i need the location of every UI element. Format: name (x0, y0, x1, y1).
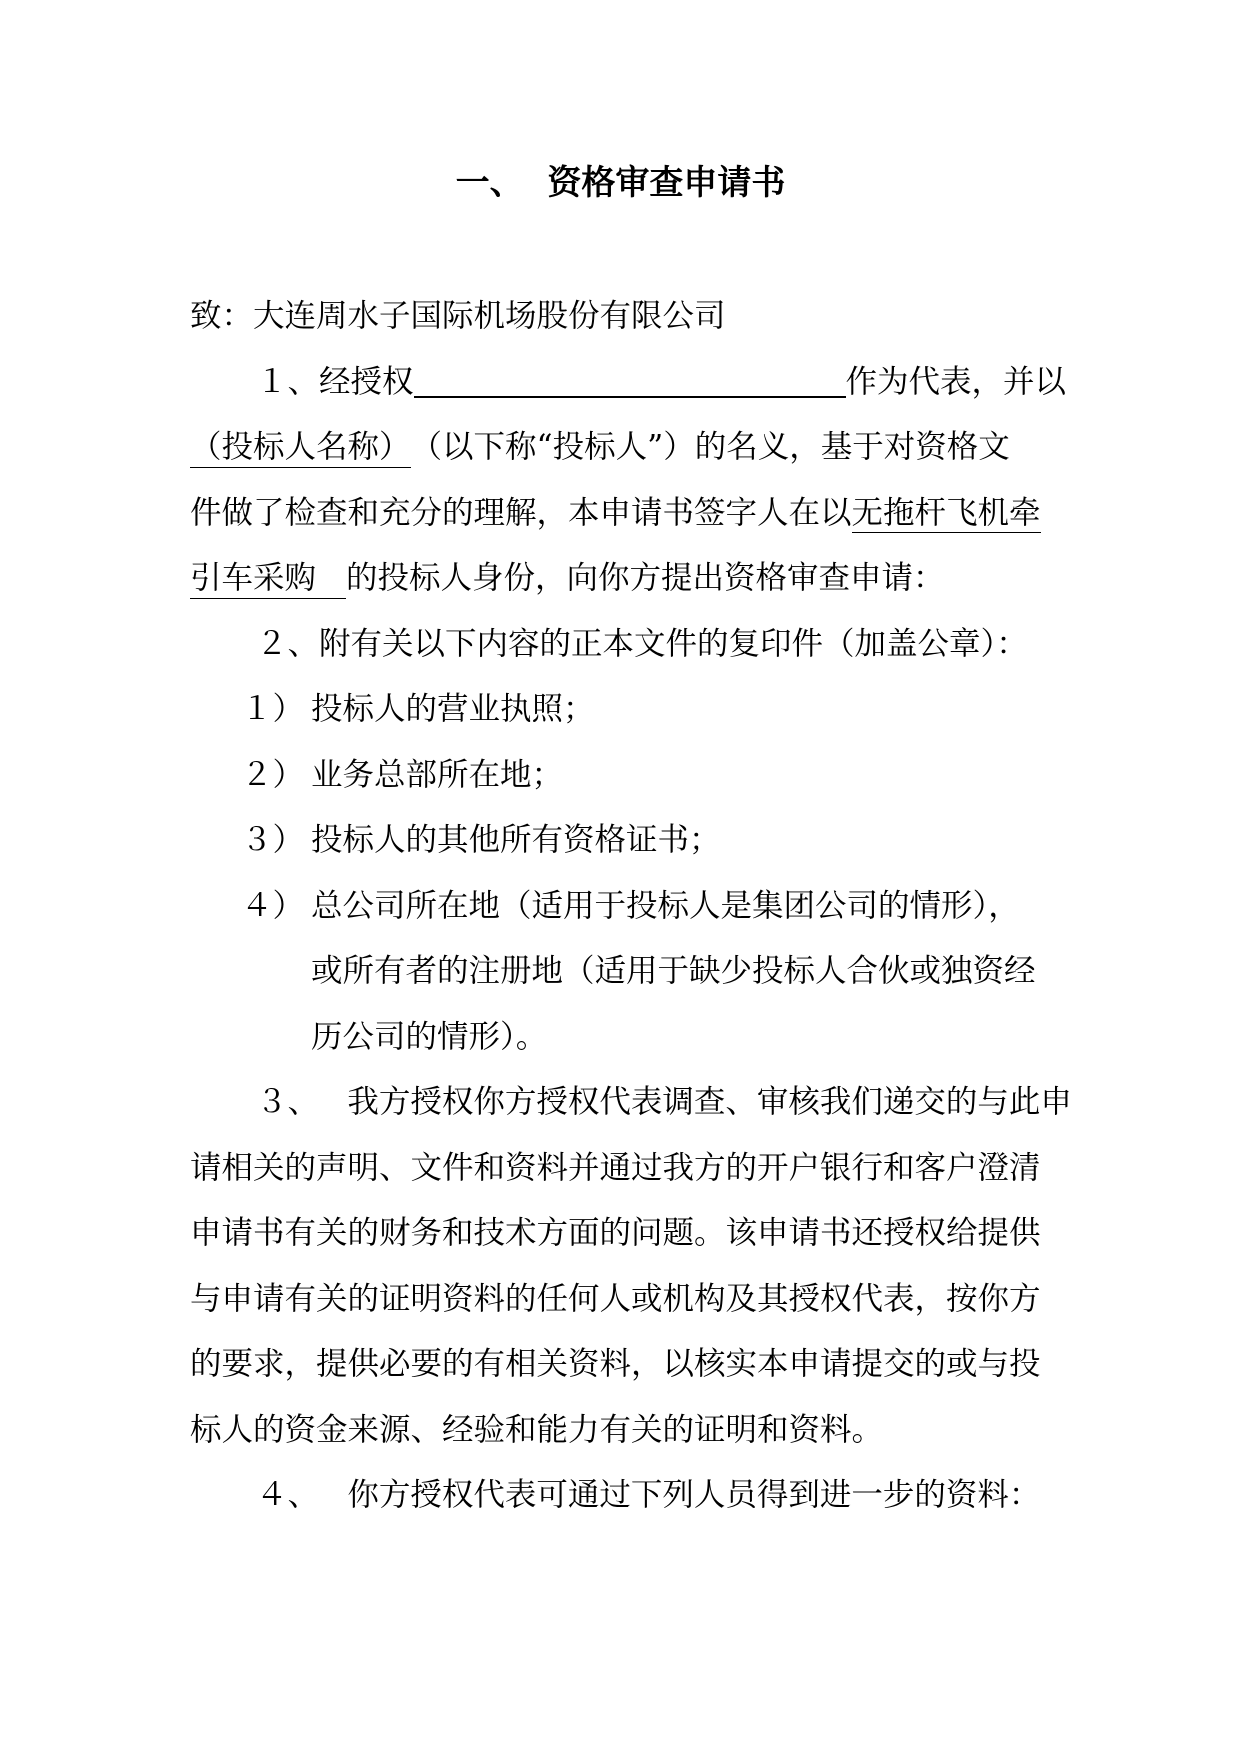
paragraph-2: ２、附有关以下内容的正本文件的复印件（加盖公章）： (256, 625, 1028, 662)
list-item-number: １） (241, 691, 305, 727)
paragraph-1-line-4-text: 的投标人身份，向你方提出资格审查申请： (346, 560, 945, 596)
paragraph-4-number: ４、 (256, 1477, 320, 1513)
list-item-number: ４） (241, 887, 305, 924)
paragraph-1-line-2 (190, 415, 1190, 481)
paragraph-3-number: ３、 (256, 1084, 320, 1120)
paragraph-1-line-3 (190, 481, 1190, 547)
list-item-text: 总公司所在地（适用于投标人是集团公司的情形）， (311, 887, 1020, 924)
paragraph-1-line-3-text: 件做了检查和充分的理解，本申请书签字人在以 (190, 494, 852, 531)
list-item (190, 874, 1190, 940)
list-item-continuation: 历公司的情形）。 (311, 1018, 548, 1055)
paragraph-1-after-blank: 作为代表，并以 (845, 363, 1067, 400)
project-name-part-2: 引车采购 (190, 560, 346, 599)
list-item (190, 677, 1190, 743)
title-text: 资格审查申请书 (547, 163, 786, 203)
paragraph-3-line-5: 的要求，提供必要的有相关资料，以核实本申请提交的或与投 (190, 1346, 1041, 1382)
list-item (190, 743, 1190, 809)
page-title (0, 158, 1241, 208)
paragraph-3-line-2: 请相关的声明、文件和资料并通过我方的开户银行和客户澄清 (190, 1149, 1041, 1186)
paragraph-4-text: 你方授权代表可通过下列人员得到进一步的资料： (347, 1477, 1041, 1513)
list-item-text: 投标人的其他所有资格证书； (311, 822, 721, 858)
addressee-line: 致：大连周水子国际机场股份有限公司 (190, 298, 726, 334)
paragraph-3-line-4: 与申请有关的证明资料的任何人或机构及其授权代表，按你方 (190, 1280, 1041, 1317)
paragraph-1-line-4 (190, 546, 1190, 612)
list-item-text: 投标人的营业执照； (311, 691, 595, 727)
paragraph-3-line-1 (190, 1070, 1190, 1136)
title-section-number: 一、 (455, 163, 524, 203)
paragraph-1-line-2-text: （以下称“投标人”）的名义，基于对资格文 (410, 429, 1010, 465)
paragraph-3-line-3: 申请书有关的财务和技术方面的问题。该申请书还授权给提供 (190, 1215, 1041, 1251)
project-name-part-1: 无拖杆飞机牵 (852, 495, 1041, 534)
paragraph-1-lead: １、经授权 (256, 363, 414, 400)
list-item-number: ２） (241, 756, 305, 793)
list-item (190, 808, 1190, 874)
authorized-representative-blank (414, 364, 846, 398)
paragraph-4 (190, 1463, 1190, 1529)
list-item-number: ３） (241, 822, 305, 858)
paragraph-3-line-6: 标人的资金来源、经验和能力有关的证明和资料。 (190, 1411, 884, 1448)
paragraph-3-line-1-text: 我方授权你方授权代表调查、审核我们递交的与此申 (347, 1084, 1072, 1120)
list-item-text: 业务总部所在地； (311, 756, 564, 793)
bidder-name-placeholder: （投标人名称） (190, 429, 411, 468)
list-item-continuation: 或所有者的注册地（适用于缺少投标人合伙或独资经 (311, 953, 1036, 989)
paragraph-1-line-1 (190, 350, 1190, 416)
application-body (190, 284, 1190, 1529)
